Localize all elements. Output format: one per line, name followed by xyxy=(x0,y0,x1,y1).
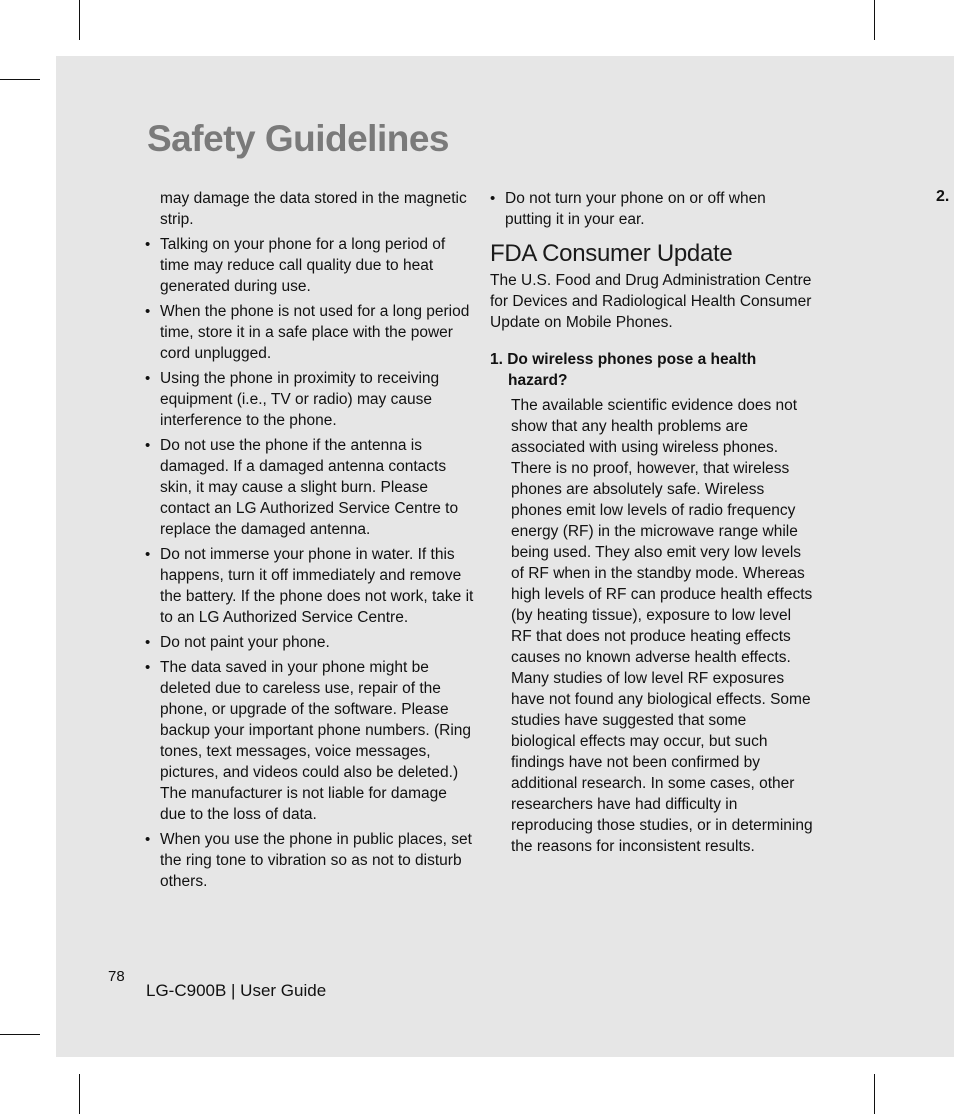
bullet-text: Talking on your phone for a long period of time may reduce call quality due to heat generated during use. xyxy=(160,236,446,295)
list-item xyxy=(145,657,475,825)
section-heading: FDA Consumer Update xyxy=(490,240,733,267)
crop-mark xyxy=(874,0,875,40)
crop-mark xyxy=(79,1074,80,1114)
list-item xyxy=(145,544,475,628)
bullet-icon: • xyxy=(145,236,151,253)
list-item xyxy=(490,188,815,230)
footer-text: LG-C900B | User Guide xyxy=(146,981,327,1000)
page-title: Safety Guidelines xyxy=(147,118,449,159)
bullet-icon: • xyxy=(145,437,151,454)
section-intro: The U.S. Food and Drug Administration Centre for Devices and Radiological Health Consumer Update on Mobile Phones. xyxy=(490,272,812,331)
crop-mark xyxy=(0,79,40,80)
bullet-text: When you use the phone in public places, set the ring tone to vibration so as not to disturb others. xyxy=(160,831,472,890)
list-item xyxy=(145,829,475,892)
next-page-fragment: 2. xyxy=(936,188,950,205)
crop-mark xyxy=(0,1034,40,1035)
bullet-icon: • xyxy=(145,659,151,676)
bullet-icon: • xyxy=(145,831,151,848)
bullet-icon: • xyxy=(490,190,496,207)
bullet-text: Do not paint your phone. xyxy=(160,634,330,651)
page-number: 78 xyxy=(108,968,125,985)
crop-mark xyxy=(874,1074,875,1114)
bullet-text: Do not use the phone if the antenna is damaged. If a damaged antenna contacts skin, it may cause a slight burn. Please contact an LG Authorized Service Centre to replace the damaged antenna. xyxy=(160,437,459,538)
continuation-text: may damage the data stored in the magnetic strip. xyxy=(160,190,467,228)
list-item xyxy=(145,234,475,297)
bullet-text: The data saved in your phone might be deleted due to careless use, repair of the phone, or upgrade of the software. Please backup your important phone numbers. (Ring tones, text messages, voice messages, pictures, and videos could also be deleted.) The manufacturer is not liable for damage due to the loss of data. xyxy=(160,659,472,823)
list-item xyxy=(145,435,475,540)
question-heading: 1. Do wireless phones pose a health hazard? xyxy=(490,351,757,389)
list-item xyxy=(145,632,475,653)
bullet-icon: • xyxy=(145,546,151,563)
bullet-icon: • xyxy=(145,634,151,651)
safety-bullet-list xyxy=(145,234,475,892)
bullet-text: When the phone is not used for a long period time, store it in a safe place with the power cord unplugged. xyxy=(160,303,470,362)
bullet-text: Using the phone in proximity to receiving equipment (i.e., TV or radio) may cause interference to the phone. xyxy=(160,370,440,429)
safety-bullet-list xyxy=(490,188,815,230)
bullet-text: Do not immerse your phone in water. If this happens, turn it off immediately and remove the battery. If the phone does not work, take it to an LG Authorized Service Centre. xyxy=(160,546,474,626)
answer-text: The available scientific evidence does not show that any health problems are associated with using wireless phones. There is no proof, however, that wireless phones are absolutely safe. Wireless phones emit low levels of radio frequency energy (RF) in the microwave range while being used. They also emit very low levels of RF when in the standby mode. Whereas high levels of RF can produce health effects (by heating tissue), exposure to low level RF that does not produce heating effects causes no known adverse health effects. Many studies of low level RF exposures have not found any biological effects. Some studies have suggested that some biological effects may occur, but such findings have not been confirmed by additional research. In some cases, other researchers have had difficulty in reproducing those studies, or in determining the reasons for inconsistent results. xyxy=(511,397,813,855)
crop-mark xyxy=(79,0,80,40)
list-item xyxy=(145,301,475,364)
bullet-icon: • xyxy=(145,370,151,387)
bullet-icon: • xyxy=(145,303,151,320)
right-column xyxy=(490,188,815,857)
list-item xyxy=(145,368,475,431)
bullet-text: Do not turn your phone on or off when putting it in your ear. xyxy=(505,190,766,228)
left-column xyxy=(145,188,475,896)
